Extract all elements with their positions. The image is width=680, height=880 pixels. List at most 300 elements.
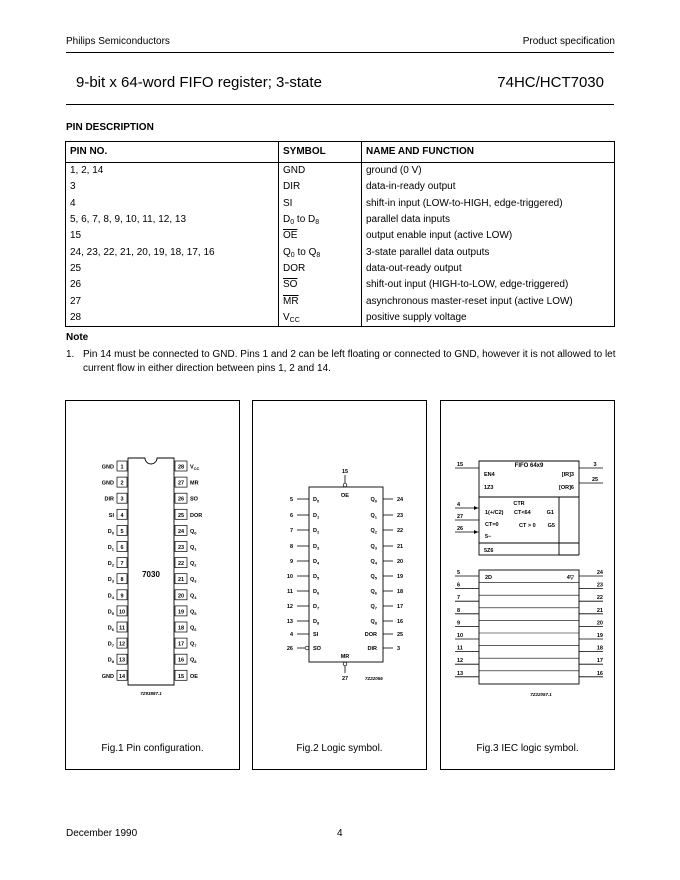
label-sub: 3 [194,578,197,584]
symbol-part: SI [283,197,293,209]
label-sub: 6 [316,590,320,596]
pin-number: 22 [397,528,404,534]
pin-number: 14 [118,673,126,680]
pin-symbol [279,277,362,293]
minus-label: 5− [485,534,492,540]
pin-number: 21 [177,577,185,584]
pin-number: 16 [397,619,404,625]
pin-symbol [279,293,362,309]
pin-number: 16 [596,670,603,677]
pin-number: 6 [457,582,461,589]
figure-2-box [252,400,427,770]
label-sub: 5 [111,610,114,616]
note-text: Pin 14 must be connected to GND. Pins 1 and 2 can be left floating or connected to GND, however it is not allowed to let current flow in either direction between pins 1, 2 and 14. [83,349,616,374]
pin-number: 8 [120,577,124,584]
pin-number: 4 [120,512,124,519]
table-row [66,261,615,277]
pin-number: 19 [397,574,404,580]
symbol-part: 0 [290,219,295,227]
figure-1-caption: Fig.1 Pin configuration. [101,743,204,754]
pin-numbers: 28 [66,310,279,327]
pin-number: 23 [177,545,185,551]
pin-number: 20 [596,620,603,627]
pin-symbol [279,310,362,327]
output-label [370,513,377,520]
symbol-part: CC [289,316,300,324]
pin-number: 5 [120,528,124,535]
pin-name [190,577,197,584]
label-sub: 1 [111,546,114,552]
pin-function: shift-out input (HIGH-to-LOW, edge-triggered) [366,279,569,291]
symbol-part: $\overline{OE}$ [283,230,298,242]
input-label [313,646,322,652]
pin-name [108,529,115,536]
pin-number: 15 [177,673,185,680]
pin-name [190,658,197,665]
output-label [370,574,377,581]
pin-name [190,642,197,649]
pin-number: 8 [289,544,293,550]
label-main: Q [190,641,195,648]
pin-name [105,497,115,503]
pin-name [108,593,115,600]
pin-numbers: 4 [66,196,279,212]
symbol-part: to D [294,214,316,226]
label-sub: 1 [374,514,377,520]
pin-number: 17 [596,658,603,665]
pin-number: 13 [457,670,464,677]
symbol-part: $\overline{MR}$ [283,295,299,307]
symbol-part: DOR [283,262,306,274]
pin-number: 15 [341,469,349,475]
label-main: D [313,574,317,580]
pin-name [190,545,197,552]
pin-number: 19 [596,633,603,639]
label-main: D [107,577,112,584]
symbol-part: GND [283,165,306,177]
pin-name [108,642,115,649]
pin-configuration-diagram [66,401,239,769]
pin-number: 13 [286,619,293,625]
table-row [66,179,615,195]
pin-number: 23 [397,513,404,519]
pin-function: data-out-ready output [366,262,462,274]
pin-number: 15 [457,462,464,468]
label-sub: 0 [316,498,320,504]
note-title: Note [66,332,89,343]
pin-number: 11 [287,589,293,595]
logic-symbol-diagram [253,401,426,769]
input-label [313,574,320,581]
label-main: D [313,513,317,519]
label-main: Q [190,657,195,664]
input-label [313,513,320,520]
label-main: SO [313,646,321,652]
pin-name [102,674,114,680]
pin-function: parallel data inputs [366,214,450,226]
pin-function: data-in-ready output [366,181,456,193]
label-main: OE [341,493,349,499]
pin-number: 26 [286,646,293,652]
table-header-row [66,142,615,163]
input-label [313,589,320,596]
label-main: D [107,657,112,664]
label-sub: 7 [111,643,114,649]
pin-number: 4 [457,502,461,508]
label-main: SI [108,512,114,519]
input-label [313,544,320,551]
pin-function: positive supply voltage [366,311,467,323]
figure-2-caption: Fig.2 Logic symbol. [296,743,383,754]
pin-name [190,674,198,680]
page-title: 9-bit x 64-word FIFO register; 3-state [76,74,322,91]
table-row [66,196,615,212]
ctr-label: CTR [513,501,525,507]
label-sub: 2 [316,529,320,535]
label-main: Q [370,513,375,519]
pin-symbol [279,196,362,212]
label-main: Q [190,609,195,616]
label-main: Q [370,528,375,534]
label-main: Q [190,528,195,535]
pin-number: 26 [457,526,464,532]
pin-name [190,529,197,536]
pin-number: 12 [457,658,464,665]
label-sub: 0 [111,530,114,536]
pin-function: 3-state parallel data outputs [366,246,490,258]
pin-number: 27 [341,676,349,682]
label-main: Q [370,619,375,625]
label-sub: 6 [111,627,114,632]
label-sub: 5 [316,575,320,581]
note-number: 1. [66,349,75,360]
pin-numbers: 24, 23, 22, 21, 20, 19, 18, 17, 16 [66,244,279,260]
data-block [479,570,579,684]
pin-number: 2 [120,480,124,487]
label-sub: 3 [374,545,377,551]
pin-numbers: 15 [66,228,279,244]
pin-function: shift-in input (LOW-to-HIGH, edge-triggered) [366,197,563,209]
label-sub: 5 [194,610,197,616]
edge-arrow [474,530,478,534]
label-main: SO [190,496,198,503]
page-number: 4 [337,828,343,839]
label-main: Q [190,625,195,632]
pin-numbers: 3 [66,179,279,195]
pin-number: 27 [457,514,464,520]
label-sub: 4 [194,594,197,600]
pin-number: 17 [397,604,404,610]
label-sub: 4 [316,560,320,566]
label-main: Q [370,497,375,503]
label-main: D [107,561,112,568]
label-sub: 0 [374,498,377,504]
label-sub: 8 [374,620,377,626]
figure-code: 7Z22056 [365,676,383,681]
output-label [370,528,377,535]
pin-symbol [279,163,362,180]
label-sub: 4 [374,560,377,566]
or-label: [OR]6 [559,485,574,491]
z26-label: 5Z6 [484,548,494,554]
iec-logic-symbol-diagram [441,401,614,769]
input-label [313,559,320,566]
symbol-part: Q [283,246,291,258]
output-label [368,646,378,652]
g5-label: G5 [547,523,555,529]
chip-label: 7030 [142,570,160,579]
pin-name [190,481,199,487]
pin-symbol [279,212,362,228]
pin-number: 27 [177,480,185,487]
label-sub: 8 [316,620,320,626]
pin-numbers: 1, 2, 14 [66,163,279,180]
input-label [313,604,320,611]
output-label [370,619,377,626]
pin-number: 28 [177,464,185,471]
label-main: Q [190,545,195,551]
output-label [370,604,377,611]
pin-symbol [279,179,362,195]
label-main: Q [370,544,375,550]
label-main: Q [370,574,375,580]
part-number: 74HC/HCT7030 [497,74,604,91]
label-main: Q [190,561,195,568]
pin-number: 10 [286,574,293,580]
pin-numbers: 27 [66,293,279,309]
oe-label [341,493,349,499]
label-main: D [313,528,317,534]
ctgt0-label: CT > 0 [519,523,536,529]
pin-number: 11 [457,645,463,652]
pin-number: 18 [397,589,404,595]
label-main: SI [313,632,319,638]
table-row [66,244,615,260]
pin-number: 22 [596,595,603,602]
table-row [66,212,615,228]
pin-number: 18 [596,645,603,652]
label-sub: 3 [316,545,320,551]
pin-number: 22 [177,561,185,568]
pin-number: 11 [119,625,125,632]
symbol-part: V [283,311,290,323]
title-rule [66,104,614,105]
pin-numbers: 5, 6, 7, 8, 9, 10, 11, 12, 13 [66,212,279,228]
figure-code: 7Z22057.1 [530,692,552,697]
edge-arrow [474,506,478,510]
ct64-label: CT<64 [514,510,531,516]
inversion-bubble [305,646,309,650]
output-label [370,497,377,504]
pin-number: 4 [289,632,293,638]
pin-number: 24 [177,528,185,535]
z-label: 1Z3 [484,485,494,491]
label-main: Q [370,589,375,595]
pin-number: 23 [596,582,603,589]
g1-label: G1 [546,510,554,516]
pin-numbers: 25 [66,261,279,277]
label-sub: 1 [316,514,320,520]
pin-number: 5 [457,570,461,576]
pin-number: 10 [457,633,464,639]
label-sub: 7 [316,605,320,611]
label-sub: CC [193,466,200,471]
pin-number: 5 [289,497,293,503]
input-label [313,528,320,535]
pin-number: 8 [457,607,461,614]
label-main: D [313,619,317,625]
pin-number: 12 [286,604,293,610]
pin-number: 17 [177,641,185,648]
label-main: OE [190,673,198,680]
label-main: DOR [364,632,377,638]
label-main: GND [101,673,114,680]
pin-name [108,609,115,616]
figure-1-box [65,400,240,770]
label-sub: 7 [194,643,197,649]
pin-numbers: 26 [66,277,279,293]
pin-name [190,626,197,633]
label-sub: 2 [194,562,197,568]
header-rule [66,52,614,53]
label-sub: 8 [194,659,197,665]
label-main: Q [190,577,195,584]
pin-number: 7 [120,561,124,568]
label-main: Q [190,593,195,600]
symbol-part: DIR [283,181,301,193]
footer-date: December 1990 [66,828,138,839]
label-main: DIR [104,496,114,503]
label-main: D [313,497,317,503]
label-main: MR [190,480,199,487]
inversion-bubble [343,662,347,666]
pin-number: 7 [457,595,461,602]
label-main: D [107,593,112,600]
column-header-function: NAME AND FUNCTION [362,142,615,163]
label-sub: 6 [374,590,377,596]
pin-number: 25 [177,512,185,519]
label-main: DIR [367,646,377,652]
pin-symbol [279,244,362,260]
label-sub: 7 [374,605,377,611]
table-row [66,228,615,244]
pin-number: 19 [177,609,185,616]
pin-number: 3 [397,646,401,652]
pin-number: 9 [289,559,293,565]
pin-number: 24 [596,570,603,576]
input-label [313,619,320,626]
symbol-part: 0 [290,251,295,259]
label-sub: 0 [194,530,197,536]
pin-number: 10 [118,609,126,616]
pin-number: 1 [120,464,124,471]
inversion-bubble [343,483,347,487]
pin-number: 6 [289,513,293,519]
pin-name [190,513,202,519]
figure-3-box [440,400,615,770]
label-main: GND [101,480,114,487]
pin-number: 20 [397,559,404,565]
header-company: Philips Semiconductors [66,36,170,47]
figure-3-caption: Fig.3 IEC logic symbol. [476,743,579,754]
figure-code: 7Z93887.1 [140,691,162,696]
label-main: Q [370,604,375,610]
symbol-part: 8 [316,251,321,259]
label-main: D [313,604,317,610]
label-main: D [107,528,112,535]
label-main: DOR [190,512,203,519]
pin-description-table [65,141,615,327]
label-sub: 2 [111,562,114,568]
symbol-part: D [283,214,291,226]
label-main: D [107,625,112,632]
label-main: GND [101,464,114,471]
d2-label: 2D [485,575,493,581]
output-label [370,544,377,551]
output-label [370,589,377,596]
column-header-symbol: SYMBOL [279,142,362,163]
pin-number: 6 [120,545,124,551]
symbol-part: 8 [315,219,320,227]
pin-number: 25 [591,477,599,483]
pin-name [102,465,114,471]
pin-function: asynchronous master-reset input (active LOW) [366,295,573,307]
label-main: D [107,609,112,616]
pin-name [108,545,115,552]
output-label [365,632,377,638]
section-title: PIN DESCRIPTION [66,122,154,133]
pin-number: 26 [177,496,185,503]
fifo-title: FIFO 64x9 [514,463,544,469]
symbol-part: to Q [294,246,317,258]
pin-name [109,513,115,519]
pin-name [108,561,115,568]
label-main: Q [370,559,375,565]
pin-number: 9 [457,620,461,627]
table-row [66,293,615,309]
input-label [313,497,320,504]
pin-number: 21 [596,607,603,614]
pin-number: 13 [118,657,126,664]
pin-number: 16 [177,657,185,664]
pin-name [190,497,199,503]
pin-number: 12 [118,641,126,648]
pin-number: 7 [289,528,293,534]
pin-number: 21 [397,544,404,550]
mr-label [341,654,350,660]
pin-name [190,593,197,600]
column-header-pin: PIN NO. [66,142,279,163]
pin-name [190,465,200,472]
pin-name [108,658,115,665]
output-label [370,559,377,566]
pin-name [190,561,197,568]
label-main: D [313,544,317,550]
label-sub: 2 [374,529,377,535]
pin-name [102,481,114,487]
label-sub: 6 [194,627,197,632]
table-row [66,163,615,180]
pin-symbol [279,228,362,244]
pin-name [108,626,115,633]
pin-symbol [279,261,362,277]
label-main: V [190,464,194,471]
pin-number: 18 [177,625,185,632]
label-main: D [107,641,112,648]
label-sub: 5 [374,575,377,581]
pin-number: 24 [397,497,404,503]
pin-name [108,577,115,584]
